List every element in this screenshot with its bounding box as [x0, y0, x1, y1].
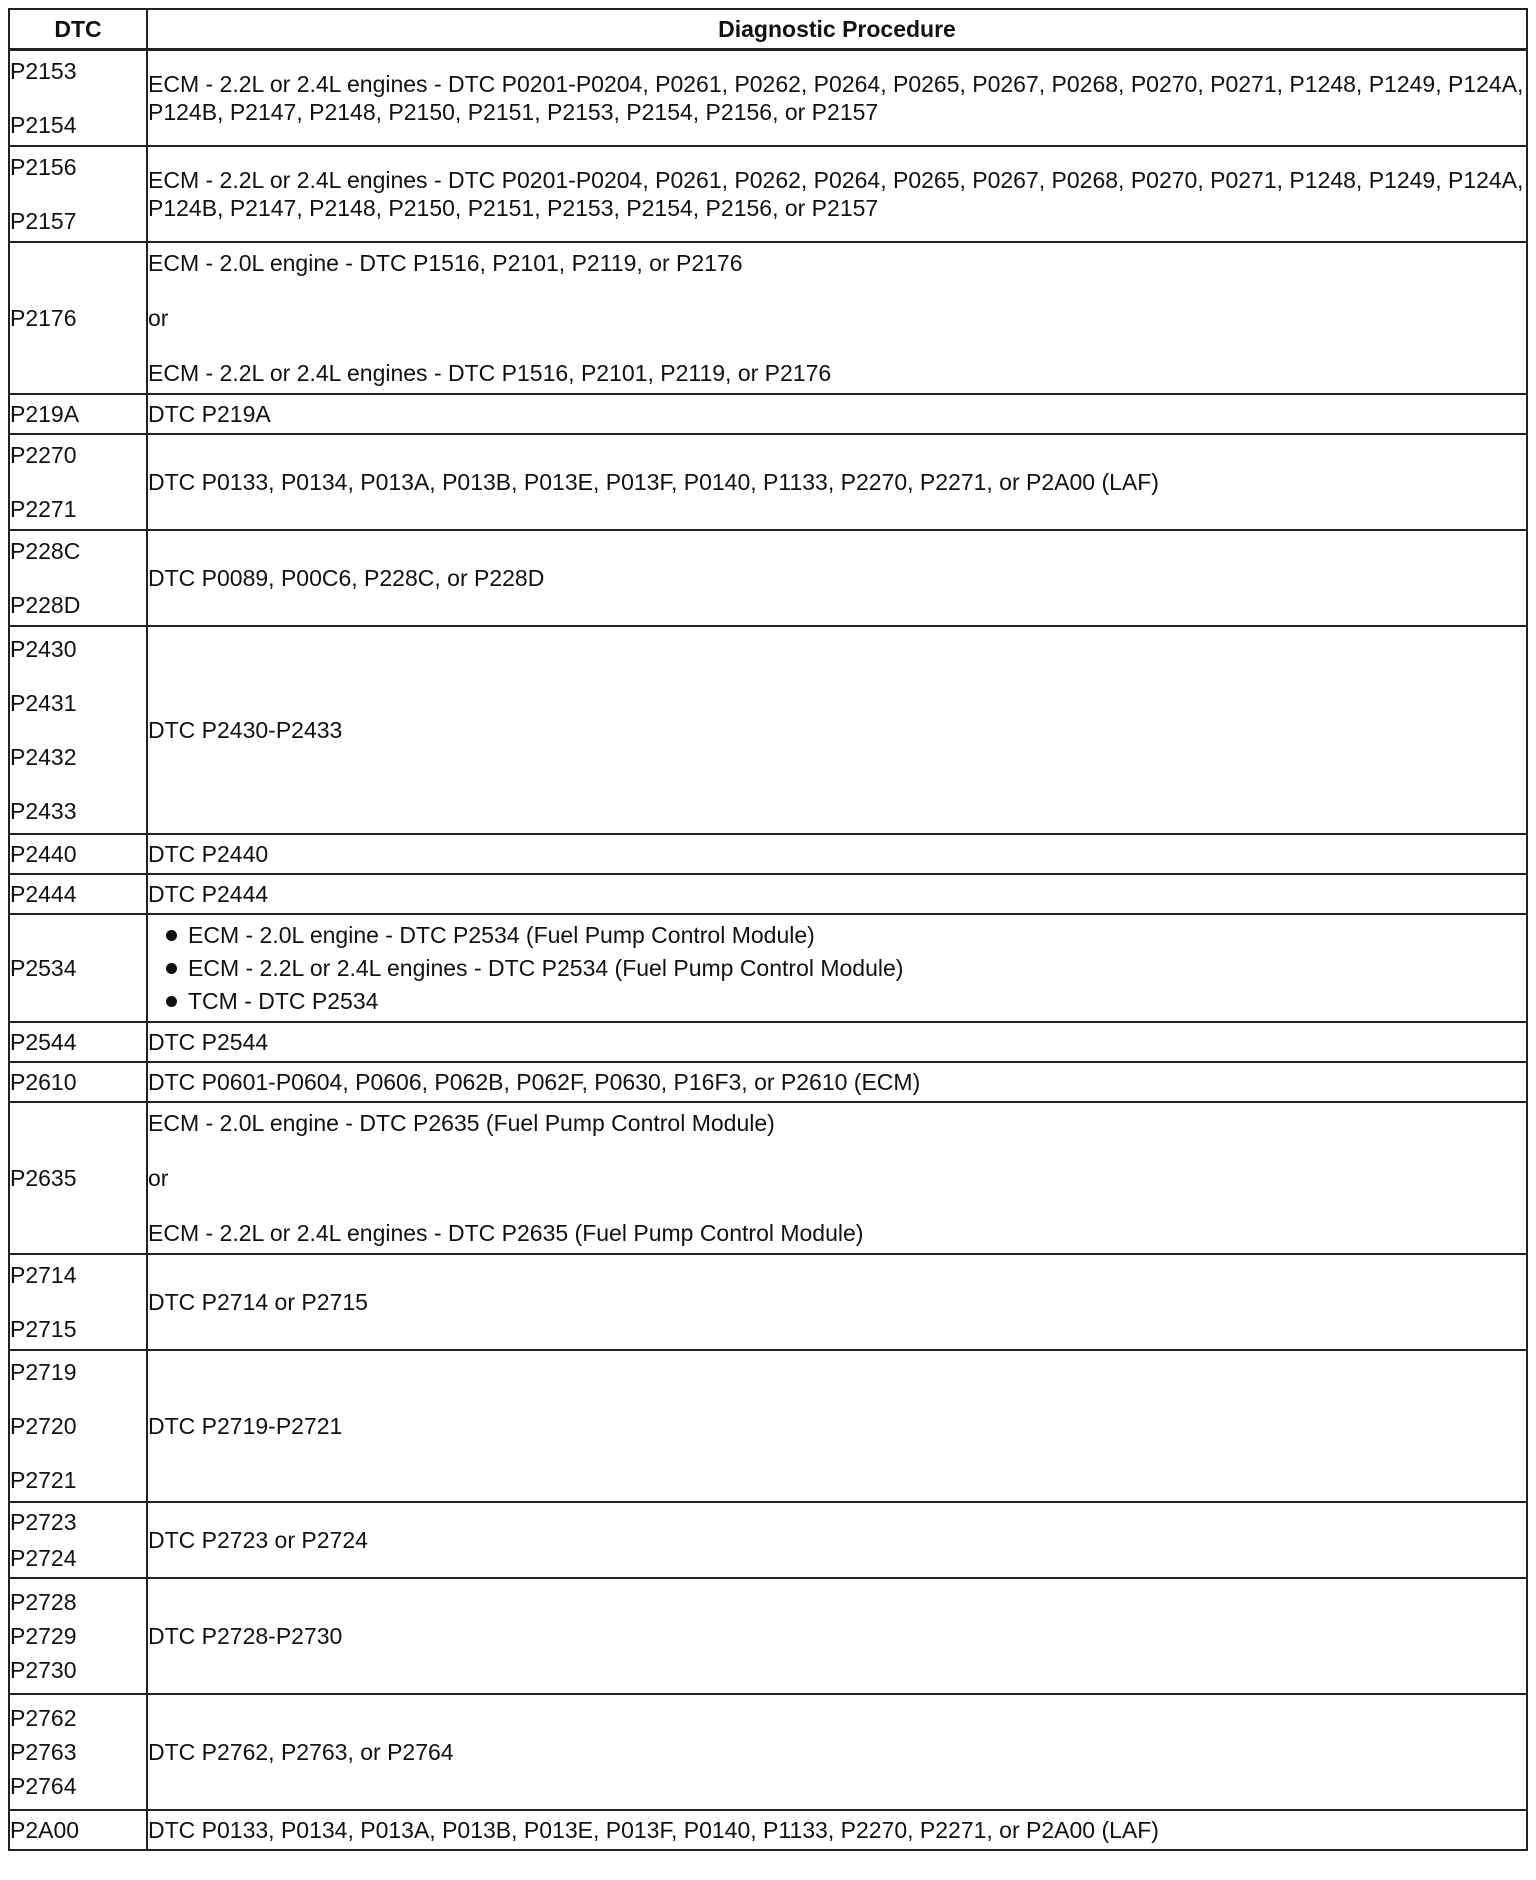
dtc-code: P228C: [10, 537, 81, 564]
dtc-code: P2534: [10, 954, 77, 981]
procedure-text: DTC P219A: [148, 400, 271, 427]
table-row: [9, 50, 1527, 147]
dtc-cell: [9, 1578, 147, 1694]
dtc-cell: [9, 242, 147, 394]
list-item: [148, 952, 1526, 985]
procedure-cell: [147, 834, 1527, 874]
procedure-cell: [147, 530, 1527, 626]
dtc-code: P2431: [10, 689, 77, 716]
dtc-code: P2719: [10, 1358, 77, 1385]
procedure-cell: [147, 626, 1527, 834]
header-row: [9, 9, 1527, 50]
dtc-cell: [9, 1350, 147, 1502]
bullet-icon: [166, 930, 177, 941]
dtc-code: P2724: [10, 1545, 77, 1571]
procedure-column-header: Diagnostic Procedure: [147, 9, 1527, 50]
code-stack: [10, 1588, 146, 1684]
procedure-text: or: [148, 304, 169, 331]
procedure-text: DTC P2430-P2433: [148, 716, 343, 743]
dtc-code: P228D: [10, 592, 81, 618]
procedure-text: ECM - 2.0L engine - DTC P1516, P2101, P2119, or P2176: [148, 249, 743, 276]
dtc-cell: [9, 1694, 147, 1810]
dtc-cell: [9, 834, 147, 874]
bullet-text: ECM - 2.2L or 2.4L engines - DTC P2534 (Fuel Pump Control Module): [188, 954, 904, 981]
dtc-cell: [9, 914, 147, 1022]
bullet-text: TCM - DTC P2534: [188, 987, 379, 1014]
code-stack: [10, 537, 146, 619]
bullet-icon: [166, 963, 177, 974]
dtc-code: P2723: [10, 1508, 77, 1535]
procedure-text: DTC P2440: [148, 840, 269, 867]
dtc-code: P2714: [10, 1261, 77, 1288]
table-row: [9, 1350, 1527, 1502]
dtc-column-header: DTC: [9, 9, 147, 50]
table-row: [9, 434, 1527, 530]
procedure-text: DTC P2544: [148, 1028, 269, 1055]
dtc-code: P2157: [10, 208, 77, 234]
dtc-code: P2440: [10, 840, 77, 867]
procedure-text: DTC P2728-P2730: [148, 1622, 343, 1649]
procedure-cell: [147, 146, 1527, 242]
code-stack: [10, 57, 146, 139]
table-row: [9, 242, 1527, 394]
dtc-code: P2A00: [10, 1816, 80, 1843]
table-row: [9, 1694, 1527, 1810]
procedure-cell: [147, 50, 1527, 147]
procedure-text: DTC P2444: [148, 880, 269, 907]
dtc-cell: [9, 530, 147, 626]
dtc-code: P2270: [10, 441, 77, 468]
dtc-code: P2762: [10, 1704, 77, 1731]
procedure-cell: [147, 242, 1527, 394]
procedure-cell: [147, 1694, 1527, 1810]
dtc-cell: [9, 146, 147, 242]
code-stack: [10, 635, 146, 825]
table-header: [9, 9, 1527, 50]
procedure-cell: [147, 1102, 1527, 1254]
dtc-code: P2715: [10, 1316, 77, 1342]
table-row: [9, 1810, 1527, 1850]
code-stack: [10, 441, 146, 523]
dtc-cell: [9, 874, 147, 914]
dtc-code: P2730: [10, 1657, 77, 1684]
dtc-cell: [9, 1254, 147, 1350]
dtc-code: P2544: [10, 1028, 77, 1055]
procedure-text: DTC P2719-P2721: [148, 1412, 343, 1439]
table-row: [9, 914, 1527, 1022]
dtc-cell: [9, 394, 147, 434]
dtc-cell: [9, 1810, 147, 1850]
bullet-icon: [166, 996, 177, 1007]
dtc-code: P2763: [10, 1738, 77, 1765]
table-row: [9, 1102, 1527, 1254]
dtc-code: P2154: [10, 112, 77, 138]
dtc-cell: [9, 1062, 147, 1102]
dtc-code: P2271: [10, 496, 77, 522]
procedure-cell: [147, 874, 1527, 914]
code-stack: [10, 153, 146, 235]
procedure-cell: [147, 1062, 1527, 1102]
dtc-code: P2635: [10, 1164, 77, 1191]
procedure-text: ECM - 2.2L or 2.4L engines - DTC P1516, P2101, P2119, or P2176: [148, 360, 832, 387]
dtc-code: P2430: [10, 635, 77, 662]
procedure-text: ECM - 2.2L or 2.4L engines - DTC P2635 (Fuel Pump Control Module): [148, 1220, 864, 1247]
dtc-code: P2610: [10, 1068, 77, 1095]
dtc-code: P2764: [10, 1773, 77, 1800]
dtc-code: P2153: [10, 57, 77, 84]
table-row: [9, 1254, 1527, 1350]
procedure-text: DTC P0089, P00C6, P228C, or P228D: [148, 564, 545, 591]
procedure-text: DTC P2762, P2763, or P2764: [148, 1738, 454, 1765]
procedure-text: ECM - 2.2L or 2.4L engines - DTC P0201-P0204, P0261, P0262, P0264, P0265, P0267, P0268, P0270, P0271, P1248, P1249, P124A, P124B, P2147, P2148, P2150, P2151, P2153, P2154, P2156, or P2157: [148, 166, 1524, 221]
code-stack: [10, 1508, 146, 1572]
table-row: [9, 626, 1527, 834]
dtc-code: P2156: [10, 153, 77, 180]
dtc-cell: [9, 50, 147, 147]
table-row: [9, 834, 1527, 874]
dtc-cell: [9, 1502, 147, 1578]
table-row: [9, 1578, 1527, 1694]
procedure-text: or: [148, 1164, 169, 1191]
dtc-code: P2729: [10, 1622, 77, 1649]
list-item: [148, 985, 1526, 1018]
dtc-cell: [9, 626, 147, 834]
procedure-text: DTC P2714 or P2715: [148, 1288, 368, 1315]
dtc-code: P219A: [10, 400, 80, 427]
dtc-code: P2432: [10, 744, 77, 770]
procedure-cell: [147, 1502, 1527, 1578]
dtc-code: P2176: [10, 304, 77, 331]
table-body: [9, 50, 1527, 1851]
procedure-text: ECM - 2.2L or 2.4L engines - DTC P0201-P0204, P0261, P0262, P0264, P0265, P0267, P0268, P0270, P0271, P1248, P1249, P124A, P124B, P2147, P2148, P2150, P2151, P2153, P2154, P2156, or P2157: [148, 70, 1524, 125]
table-row: [9, 394, 1527, 434]
procedure-cell: [147, 1022, 1527, 1062]
procedure-text: DTC P2723 or P2724: [148, 1526, 368, 1553]
table-row: [9, 146, 1527, 242]
dtc-code: P2433: [10, 798, 77, 825]
procedure-text: DTC P0601-P0604, P0606, P062B, P062F, P0630, P16F3, or P2610 (ECM): [148, 1068, 921, 1095]
dtc-code: P2728: [10, 1588, 77, 1615]
dtc-cell: [9, 1022, 147, 1062]
code-stack: [10, 1704, 146, 1800]
procedure-cell: [147, 1578, 1527, 1694]
code-stack: [10, 1358, 146, 1494]
dtc-table: [8, 8, 1528, 1851]
dtc-code: P2721: [10, 1467, 77, 1494]
table-row: [9, 1502, 1527, 1578]
table-row: [9, 530, 1527, 626]
dtc-code: P2720: [10, 1412, 77, 1439]
list-item: [148, 919, 1526, 952]
dtc-cell: [9, 434, 147, 530]
bullet-text: ECM - 2.0L engine - DTC P2534 (Fuel Pump Control Module): [188, 921, 815, 948]
code-stack: [10, 1261, 146, 1343]
table-row: [9, 1022, 1527, 1062]
table-row: [9, 1062, 1527, 1102]
procedure-cell: [147, 1350, 1527, 1502]
procedure-text: ECM - 2.0L engine - DTC P2635 (Fuel Pump Control Module): [148, 1109, 775, 1136]
procedure-bullet-list: [148, 919, 1526, 1018]
procedure-text: DTC P0133, P0134, P013A, P013B, P013E, P013F, P0140, P1133, P2270, P2271, or P2A00 (LAF): [148, 468, 1159, 495]
procedure-text: DTC P0133, P0134, P013A, P013B, P013E, P013F, P0140, P1133, P2270, P2271, or P2A00 (LAF): [148, 1816, 1159, 1843]
procedure-cell: [147, 914, 1527, 1022]
procedure-cell: [147, 434, 1527, 530]
dtc-cell: [9, 1102, 147, 1254]
procedure-cell: [147, 394, 1527, 434]
dtc-code: P2444: [10, 880, 77, 907]
table-row: [9, 874, 1527, 914]
procedure-cell: [147, 1254, 1527, 1350]
procedure-cell: [147, 1810, 1527, 1850]
